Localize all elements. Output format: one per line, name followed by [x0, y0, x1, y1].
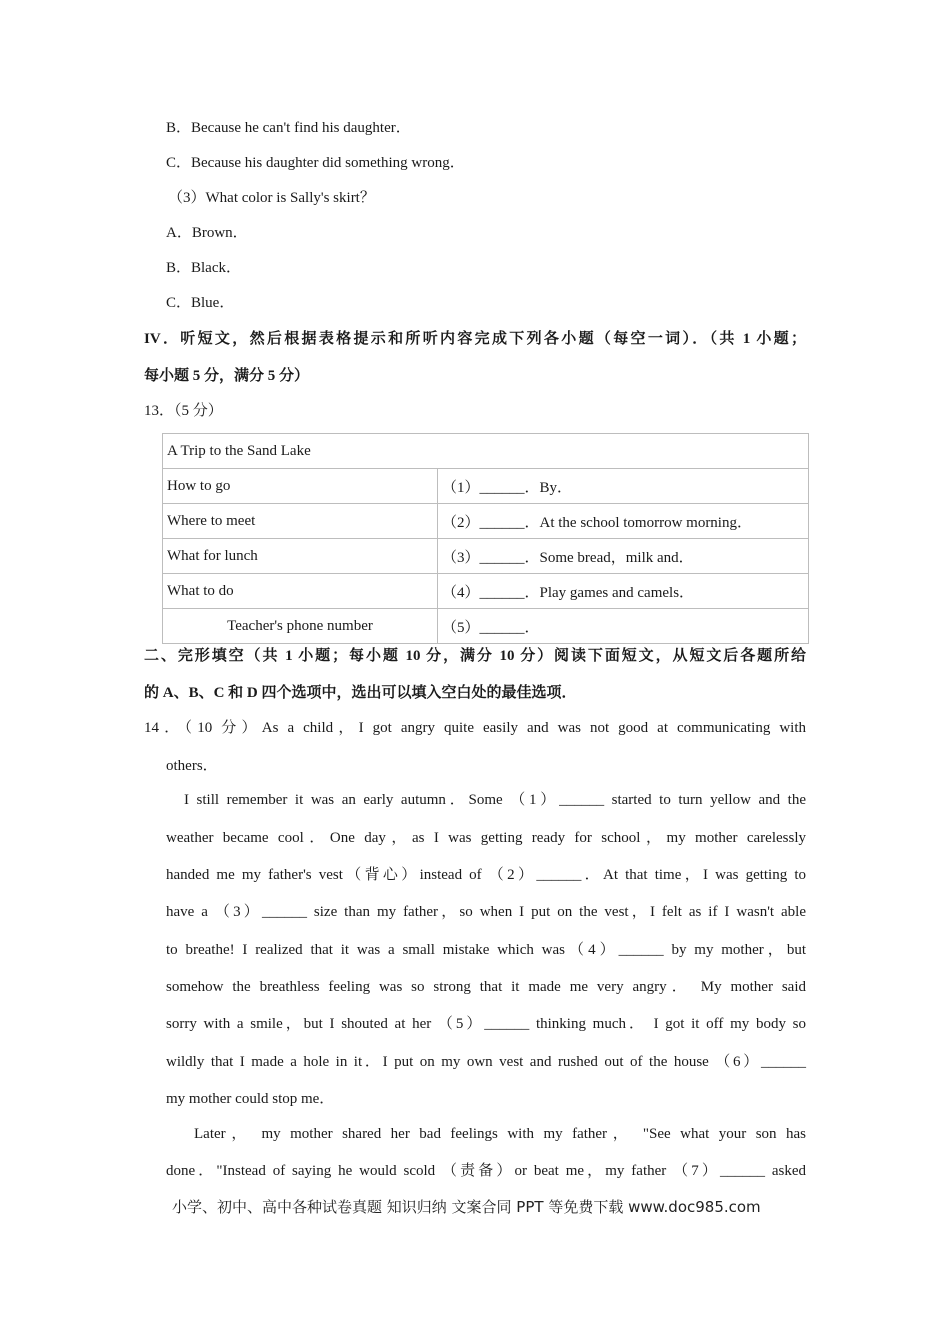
row-value: （1）______．By．	[438, 469, 809, 504]
passage-line: weather became cool．One day，as I was getting ready for school，my mother carelessly	[166, 830, 806, 846]
row-value: （4）______．Play games and camels．	[438, 574, 809, 609]
table-row	[163, 574, 809, 609]
passage-line: sorry with a smile，but I shouted at her （5）______ thinking much． I got it off my body so	[166, 1016, 806, 1032]
option-a: A．Brown．	[166, 225, 248, 241]
table-row	[163, 539, 809, 574]
passage-line: have a （3）______ size than my father，so when I put on the vest，I felt as if I wasn't able	[166, 904, 806, 920]
passage-line: Later， my mother shared her bad feelings with my father， "See what your son has	[194, 1126, 806, 1142]
question-13-header: 13．（5 分）	[144, 403, 223, 419]
section-4-heading-line2: 每小题 5 分，满分 5 分）	[144, 368, 310, 384]
row-label: What to do	[163, 574, 438, 609]
section-2-heading-line2: 的 A、B、C 和 D 四个选项中，选出可以填入空白处的最佳选项．	[144, 685, 577, 701]
table-row	[163, 504, 809, 539]
row-value: （2）______．At the school tomorrow morning．	[438, 504, 809, 539]
passage-line: I still remember it was an early autumn．Some （1）______ started to turn yellow and the	[184, 792, 806, 808]
row-label: Teacher's phone number	[163, 609, 438, 644]
row-value: （5）______．	[438, 609, 809, 644]
passage-line: to breathe! I realized that it was a small mistake which was（4）______ by my mother，but	[166, 942, 806, 958]
passage-line: others．	[166, 758, 218, 774]
row-label: What for lunch	[163, 539, 438, 574]
option-b: B．Black．	[166, 260, 241, 276]
passage-line: wildly that I made a hole in it．I put on my own vest and rushed out of the house （6）______	[166, 1054, 806, 1070]
option-b: B．Because he can't find his daughter．	[166, 120, 411, 136]
footer-watermark: 小学、初中、高中各种试卷真题 知识归纳 文案合同 PPT 等免费下载 www.doc985.com	[172, 1198, 761, 1216]
table-row	[163, 609, 809, 644]
option-c: C．Because his daughter did something wrong．	[166, 155, 465, 171]
table-row	[163, 469, 809, 504]
passage-line: somehow the breathless feeling was so strong that it made me very angry． My mother said	[166, 979, 806, 995]
row-label: How to go	[163, 469, 438, 504]
row-label: Where to meet	[163, 504, 438, 539]
option-c: C．Blue．	[166, 295, 235, 311]
row-value: （3）______．Some bread，milk and．	[438, 539, 809, 574]
passage-line: done．"Instead of saying he would scold （责备）or beat me，my father （7）______ asked	[166, 1163, 806, 1179]
section-2-heading-line1: 二、完形填空（共 1 小题；每小题 10 分，满分 10 分）阅读下面短文，从短文后各题所给	[144, 648, 806, 664]
table-row	[163, 434, 809, 469]
passage-line: my mother could stop me．	[166, 1091, 335, 1107]
passage-line: 14．（10 分）As a child，I got angry quite easily and was not good at communicating with	[144, 720, 806, 736]
section-4-heading-line1: IV．听短文，然后根据表格提示和所听内容完成下列各小题（每空一词）．（共 1 小题；	[144, 331, 806, 347]
passage-line: handed me my father's vest（背心）instead of （2）______．At that time，I was getting to	[166, 867, 806, 883]
sub-question-3: （3）What color is Sally's skirt？	[168, 190, 375, 206]
table-title: A Trip to the Sand Lake	[163, 434, 809, 469]
trip-table	[162, 433, 809, 644]
